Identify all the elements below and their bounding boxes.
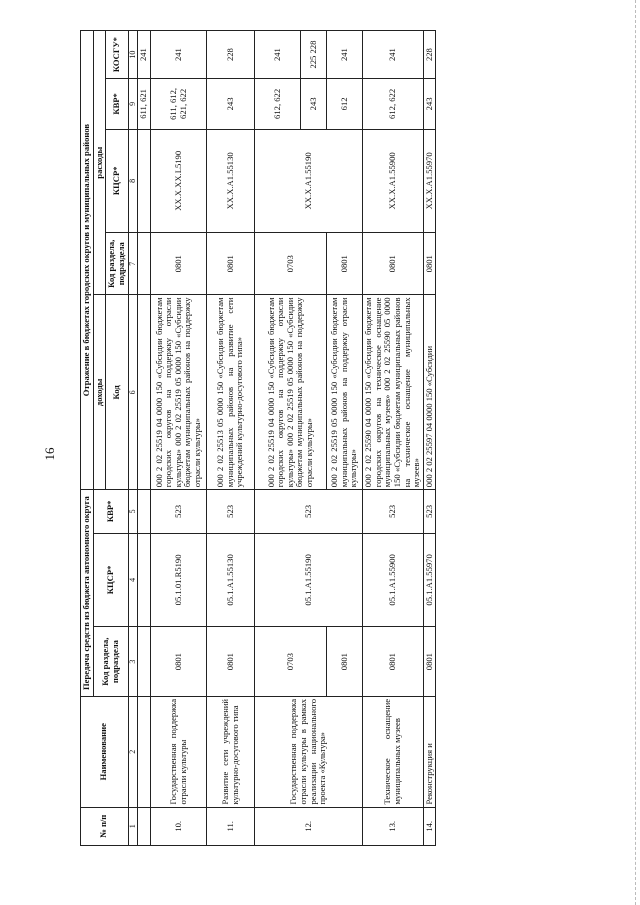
cell-reflect-kvr: 612 xyxy=(327,79,363,129)
cell-reflect-kcsr: XX.X.A1.55970 xyxy=(423,129,436,232)
cell-num: 12. xyxy=(255,807,363,845)
cell-transfer-kvr: 523 xyxy=(207,490,255,533)
cell-transfer-section: 0801 xyxy=(423,627,436,697)
header-transfer-kcsr: КЦСР* xyxy=(93,533,128,627)
cell-num: 13. xyxy=(363,807,424,845)
header-incomes: доходы xyxy=(93,295,106,490)
cell-reflect-kvr: 611, 612, 621, 622 xyxy=(151,79,207,129)
header-transfer-kvr: КВР* xyxy=(93,490,128,533)
column-index: 3 xyxy=(128,627,138,697)
cell-name: Техническое оснащение муниципальных музеев xyxy=(363,696,424,807)
cell-transfer-kcsr: 05.1.A1.55190 xyxy=(255,533,363,627)
table-row xyxy=(207,31,255,846)
cell-reflect-kosgu: 241 xyxy=(327,31,363,79)
cell-transfer-kvr: 523 xyxy=(151,490,207,533)
cell-kvr: 611, 621 xyxy=(138,79,151,129)
cell-num: 11. xyxy=(207,807,255,845)
header-expenses: расходы xyxy=(93,31,106,296)
cell-income-code: 000 2 02 25519 04 0000 150 «Субсидии бюджетам городских округов на поддержку отрасли культуры» 000 2 02 25519 05 0000 150 «Субсидии бюджетам муниципальных районов на поддержку отрасли культуры» xyxy=(151,295,207,490)
cell-transfer-kcsr: 05.1.A1.55970 xyxy=(423,533,436,627)
header-reflect-group: Отражение в бюджетах городских округов и муниципальных районов xyxy=(81,31,94,490)
table-row xyxy=(363,31,424,846)
cell-name: Реконструкция и xyxy=(423,696,436,807)
cell-kosgu: 241 xyxy=(138,31,151,79)
cell-transfer-section: 0703 xyxy=(255,627,327,697)
cell-transfer-kvr: 523 xyxy=(423,490,436,533)
column-index: 10 xyxy=(128,31,138,79)
header-transfer-group: Передача средств из бюджета автономного округа xyxy=(81,490,94,697)
cell-reflect-kosgu: 241 xyxy=(255,31,301,79)
cell-reflect-section: 0801 xyxy=(327,233,363,296)
column-index: 1 xyxy=(128,807,138,845)
column-index: 4 xyxy=(128,533,138,627)
cell-transfer-kcsr: 05.1.01.R5190 xyxy=(151,533,207,627)
cell-income-code: 000 2 02 25519 05 0000 150 «Субсидии бюджетам муниципальных районов на поддержку отрасли культуры» xyxy=(327,295,363,490)
cell-reflect-kcsr: XX.X.A1.55190 xyxy=(255,129,363,232)
cell-reflect-section: 0703 xyxy=(255,233,327,296)
cell-income-code: 000 2 02 25519 04 0000 150 «Субсидии бюджетам городских округов на поддержку отрасли культуры» 000 2 02 25519 05 0000 150 «Субсидии бюджетам муниципальных районов на поддержку отрасли культуры» xyxy=(255,295,327,490)
column-index-row xyxy=(128,31,138,846)
header-reflect-kvr: КВР* xyxy=(106,79,128,129)
cell-num: 14. xyxy=(423,807,436,845)
page-number: 16 xyxy=(42,447,57,461)
table-row xyxy=(138,31,151,846)
column-index: 9 xyxy=(128,79,138,129)
header-income-code: Код xyxy=(106,295,128,490)
cell-reflect-section: 0801 xyxy=(423,233,436,296)
cell-name: Государственная поддержка отрасли культуры xyxy=(151,696,207,807)
cell-name: Развитие сети учреждений культурно-досугового типа xyxy=(207,696,255,807)
cell-reflect-kvr: 243 xyxy=(301,79,327,129)
cell-transfer-section: 0801 xyxy=(207,627,255,697)
column-index: 2 xyxy=(128,696,138,807)
cell-reflect-kosgu: 228 xyxy=(207,31,255,79)
column-index: 7 xyxy=(128,233,138,296)
cell-reflect-kcsr: XX.X.A1.55130 xyxy=(207,129,255,232)
cell-reflect-kvr: 612, 622 xyxy=(255,79,301,129)
cell-transfer-kvr: 523 xyxy=(363,490,424,533)
cell-transfer-kvr: 523 xyxy=(255,490,363,533)
header-num: № п/п xyxy=(81,807,129,845)
cell-reflect-kcsr: XX.X.A1.55900 xyxy=(363,129,424,232)
cell-income-code: 000 2 02 25513 05 0000 150 «Субсидии бюджетам муниципальных районов на развитие сети учреждений культурно-досугового типа» xyxy=(207,295,255,490)
page-edge-guide xyxy=(635,0,637,905)
header-reflect-kcsr: КЦСР* xyxy=(106,129,128,232)
cell-reflect-kosgu: 241 xyxy=(363,31,424,79)
cell-reflect-section: 0801 xyxy=(207,233,255,296)
cell-reflect-kosgu: 228 xyxy=(423,31,436,79)
table-row xyxy=(151,31,207,846)
header-name: Наименование xyxy=(81,696,129,807)
table-row xyxy=(423,31,436,846)
header-transfer-section: Код раздела, подраздела xyxy=(93,627,128,697)
cell-reflect-kcsr: XX.X.XX.L5190 xyxy=(151,129,207,232)
cell-reflect-section: 0801 xyxy=(151,233,207,296)
header-reflect-section: Код раздела, подраздела xyxy=(106,233,128,296)
cell-num: 10. xyxy=(151,807,207,845)
cell-name: Государственная поддержка отрасли культуры в рамках реализации национального проекта «Культура» xyxy=(255,696,363,807)
cell-reflect-kosgu: 225 228 xyxy=(301,31,327,79)
cell-reflect-kvr: 243 xyxy=(207,79,255,129)
cell-transfer-kcsr: 05.1.A1.55130 xyxy=(207,533,255,627)
cell-income-code: 000 2 02 25590 04 0000 150 «Субсидии бюджетам городских округов на техническое оснащение муниципальных музеев» 000 2 02 25590 05 0000 150 «Субсидии бюджетам муниципальных районов на техническое оснащение муниципальных музеев» xyxy=(363,295,424,490)
table-row xyxy=(255,31,301,846)
cell-reflect-section: 0801 xyxy=(363,233,424,296)
cell-income-code: 000 2 02 25597 04 0000 150 «Субсидии xyxy=(423,295,436,490)
cell-transfer-section: 0801 xyxy=(363,627,424,697)
header-reflect-kosgu: КОСГУ* xyxy=(106,31,128,79)
cell-reflect-kvr: 612, 622 xyxy=(363,79,424,129)
column-index: 5 xyxy=(128,490,138,533)
column-index: 6 xyxy=(128,295,138,490)
cell-reflect-kvr: 243 xyxy=(423,79,436,129)
cell-transfer-section: 0801 xyxy=(151,627,207,697)
cell-transfer-kcsr: 05.1.A1.55900 xyxy=(363,533,424,627)
cell-transfer-section: 0801 xyxy=(327,627,363,697)
rotated-table-container xyxy=(80,30,562,846)
cell-reflect-kosgu: 241 xyxy=(151,31,207,79)
column-index: 8 xyxy=(128,129,138,232)
budget-code-table xyxy=(80,30,436,846)
